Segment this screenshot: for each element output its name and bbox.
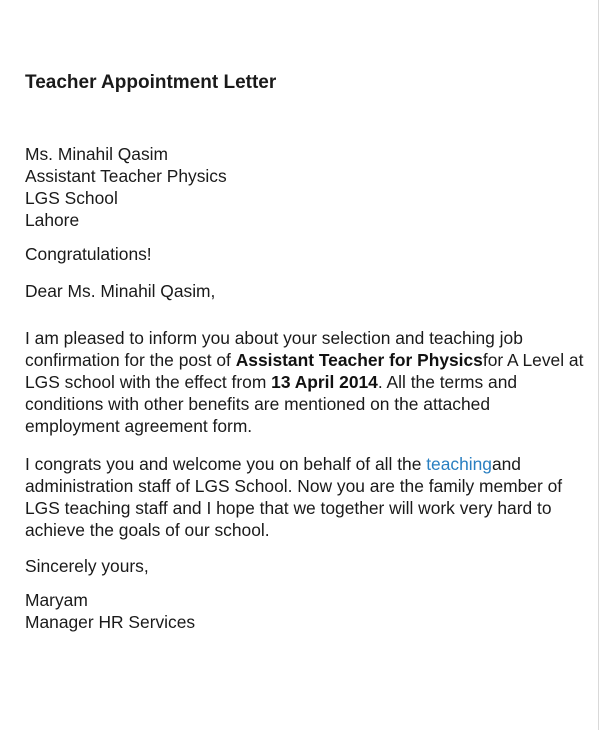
letter-title: Teacher Appointment Letter	[25, 72, 277, 93]
closing-line: Sincerely yours,	[25, 556, 149, 576]
recipient-address	[25, 143, 227, 231]
paragraph-selection-text-3: . All the terms and conditions with other benefits are mentioned on the attached employment agreement form.	[25, 372, 518, 436]
effective-date: 13 April 2014	[271, 372, 378, 392]
signatory-title: Manager HR Services	[25, 612, 196, 632]
recipient-position: Assistant Teacher Physics	[25, 166, 227, 186]
congratulations-line: Congratulations!	[25, 244, 152, 264]
paragraph-selection-text-2: for A Level at LGS school with the effect from	[25, 350, 584, 392]
paragraph-selection-text-1: I am pleased to inform you about your selection and teaching job confirmation for the post of	[25, 328, 523, 370]
signature-block	[25, 589, 195, 633]
recipient-city: Lahore	[25, 210, 80, 230]
appointed-post: Assistant Teacher for Physics	[235, 350, 483, 370]
signatory-name: Maryam	[25, 590, 88, 610]
salutation: Dear Ms. Minahil Qasim,	[25, 281, 216, 301]
recipient-name: Ms. Minahil Qasim	[25, 144, 169, 164]
paragraph-welcome-text-1: I congrats you and welcome you on behalf of all the	[25, 454, 427, 474]
paragraph-welcome	[25, 453, 597, 541]
paragraph-selection	[25, 327, 585, 437]
paragraph-welcome-text-2: and administration staff of LGS School. Now you are the family member of LGS teaching staff and I hope that we together will work very hard to achieve the goals of our school.	[25, 454, 563, 540]
teaching-link[interactable]: teaching	[426, 454, 492, 474]
recipient-school: LGS School	[25, 188, 118, 208]
